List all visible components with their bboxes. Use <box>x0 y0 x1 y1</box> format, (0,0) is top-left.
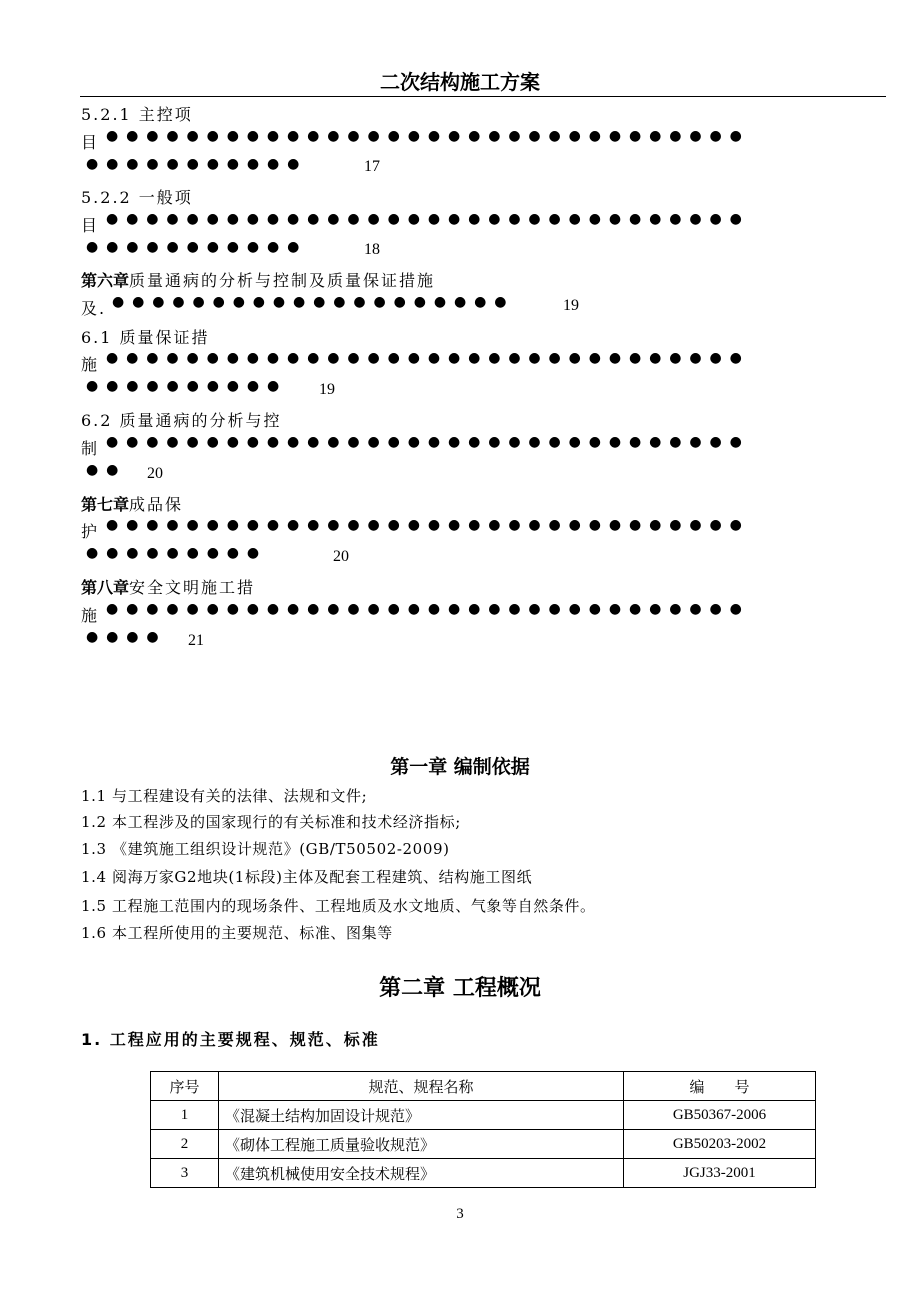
toc-leader-dots: ●●●●●●●●●●●●●●●●●●●●●●●●●●●●●●●● <box>106 350 750 366</box>
table-cell: JGJ33-2001 <box>624 1159 816 1188</box>
table-cell: 《建筑机械使用安全技术规程》 <box>219 1159 624 1188</box>
toc-page-number: 20 <box>333 548 349 565</box>
chapter-title: 第一章 编制依据 <box>390 756 530 778</box>
toc-entry-prefix: 护 <box>81 522 100 541</box>
toc-entry-label: 5.2.2 一般项 <box>81 188 193 207</box>
chapter-title: 第二章 工程概况 <box>379 976 541 1001</box>
toc-entry-prefix: 目 <box>81 133 100 152</box>
section-heading: 1. 工程应用的主要规程、规范、标准 <box>81 1030 380 1049</box>
table-cell: 《混凝土结构加固设计规范》 <box>219 1101 624 1130</box>
basis-item: 1.2 本工程涉及的国家现行的有关标准和技术经济指标; <box>81 813 461 831</box>
basis-item: 1.4 阅海万家G2地块(1标段)主体及配套工程建筑、结构施工图纸 <box>81 868 533 886</box>
basis-item: 1.1 与工程建设有关的法律、法规和文件; <box>81 787 368 805</box>
toc-entry-label: 5.2.1 主控项 <box>81 105 193 124</box>
toc-page-number: 17 <box>364 158 380 175</box>
toc-entry-prefix: 制 <box>81 439 100 458</box>
table-cell: 1 <box>151 1101 219 1130</box>
toc-leader-dots: ●●●●●●●●●●● <box>86 156 308 172</box>
standards-table <box>150 1071 816 1188</box>
table-header-cell: 规范、规程名称 <box>219 1072 624 1101</box>
basis-item: 1.6 本工程所使用的主要规范、标准、图集等 <box>81 924 393 942</box>
toc-chapter-title: 安全文明施工措 <box>129 578 256 597</box>
toc-chapter-title: 质量通病的分析与控制及质量保证措施 <box>129 271 436 290</box>
table-row <box>151 1159 816 1188</box>
toc-leader-dots: ●●●●●●●●●●●●●●●●●●●●●●●●●●●●●●●● <box>106 211 750 227</box>
basis-item: 1.3 《建筑施工组织设计规范》(GB/T50502-2009) <box>81 840 450 858</box>
table-cell: 3 <box>151 1159 219 1188</box>
page-number: 3 <box>456 1206 464 1222</box>
table-cell: 《砌体工程施工质量验收规范》 <box>219 1130 624 1159</box>
toc-leader-dots: ●●●●●●●●●●●●●●●●●●●●●●●●●●●●●●●● <box>106 128 750 144</box>
toc-leader-dots: ●●●●●●●●●●● <box>86 239 308 255</box>
table-cell: 2 <box>151 1130 219 1159</box>
toc-page-number: 20 <box>147 465 163 482</box>
toc-chapter-label: 第八章 <box>81 578 130 597</box>
toc-entry-label <box>81 492 183 515</box>
toc-leader-dots: ●●●●●●●●●●●●●●●●●●●●●●●●●●●●●●●● <box>106 434 750 450</box>
table-row <box>151 1101 816 1130</box>
toc-leader-dots: ●●●●●●●●●●●●●●●●●●●●●●●●●●●●●●●● <box>106 601 750 617</box>
toc-leader-dots: ●● <box>86 462 127 478</box>
toc-entry-prefix: 目 <box>81 216 100 235</box>
table-cell: GB50203-2002 <box>624 1130 816 1159</box>
toc-chapter-label: 第七章 <box>81 495 130 514</box>
toc-entry-prefix: 及. <box>81 299 107 318</box>
toc-leader-dots: ●●●●●●●●● <box>86 545 268 561</box>
toc-entry-label: 6.1 质量保证措 <box>81 328 210 347</box>
toc-page-number: 19 <box>563 297 579 314</box>
toc-page-number: 19 <box>319 381 335 398</box>
page-header-title: 二次结构施工方案 <box>380 70 540 94</box>
table-row <box>151 1130 816 1159</box>
toc-entry-label <box>81 268 435 291</box>
toc-page-number: 21 <box>188 632 204 649</box>
toc-entry-prefix: 施 <box>81 606 100 625</box>
toc-leader-dots: ●●●●●●●●●●●●●●●●●●●● <box>112 294 515 310</box>
toc-entry-prefix: 施 <box>81 355 100 374</box>
table-header-row <box>151 1072 816 1101</box>
toc-leader-dots: ●●●●●●●●●●●●●●●●●●●●●●●●●●●●●●●● <box>106 517 750 533</box>
toc-leader-dots: ●●●●●●●●●● <box>86 378 288 394</box>
header-divider <box>80 96 886 97</box>
table-header-cell: 序号 <box>151 1072 219 1101</box>
toc-chapter-label: 第六章 <box>81 271 130 290</box>
basis-item: 1.5 工程施工范围内的现场条件、工程地质及水文地质、气象等自然条件。 <box>81 897 596 915</box>
toc-chapter-title: 成品保 <box>129 495 184 514</box>
table-header-cell: 编 号 <box>624 1072 816 1101</box>
toc-page-number: 18 <box>364 241 380 258</box>
toc-entry-label <box>81 575 255 598</box>
table-cell: GB50367-2006 <box>624 1101 816 1130</box>
toc-leader-dots: ●●●● <box>86 629 167 645</box>
toc-entry-label: 6.2 质量通病的分析与控 <box>81 411 282 430</box>
